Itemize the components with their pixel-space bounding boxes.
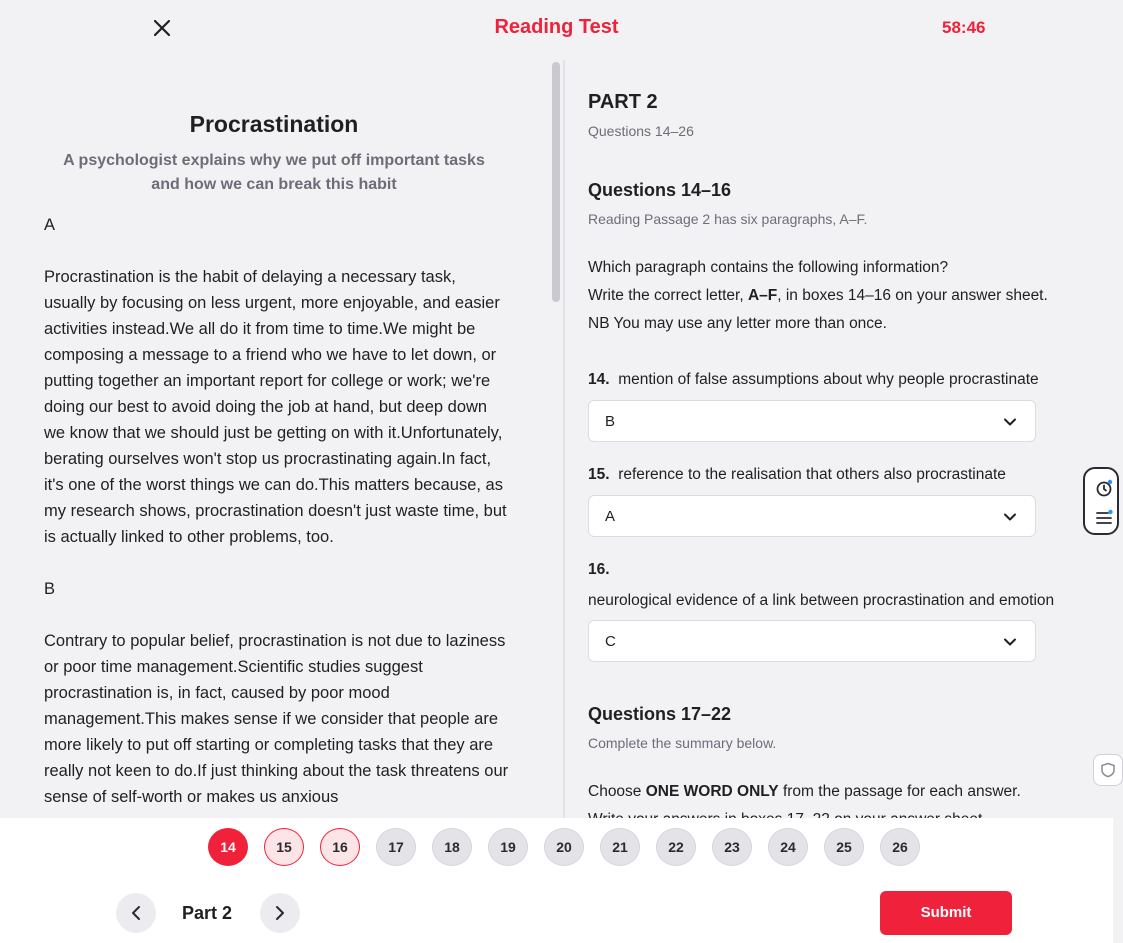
question-group-title: Questions 17–22 bbox=[588, 704, 732, 724]
question-15: 15. reference to the realisation that others also procrastinate bbox=[588, 466, 1006, 483]
footer bbox=[0, 818, 1113, 943]
question-group-title: Questions 14–16 bbox=[588, 180, 732, 200]
chevron-left-icon bbox=[129, 905, 143, 921]
part-label: Part 2 bbox=[182, 903, 233, 923]
chevron-down-icon bbox=[1003, 415, 1017, 429]
instruction-line: Write the correct letter, A–F, in boxes 14–16 on your answer sheet. bbox=[588, 287, 1048, 304]
selected-value: C bbox=[605, 633, 616, 650]
question-group-desc: Reading Passage 2 has six paragraphs, A–F. bbox=[588, 211, 868, 227]
passage-body bbox=[44, 212, 510, 836]
paragraph-label: B bbox=[44, 580, 56, 598]
instruction-line: Choose ONE WORD ONLY from the passage for each answer. bbox=[588, 783, 1021, 800]
prev-part-button[interactable] bbox=[116, 893, 156, 933]
side-widget[interactable] bbox=[1093, 754, 1123, 786]
question-number-button[interactable]: 19 bbox=[488, 828, 528, 866]
part-title: PART 2 bbox=[588, 91, 658, 113]
answer-select-15[interactable] bbox=[588, 495, 1036, 537]
chevron-right-icon bbox=[273, 905, 287, 921]
question-number-button[interactable]: 23 bbox=[712, 828, 752, 866]
paragraph-text: Procrastination is the habit of delaying a necessary task, usually by focusing on less urgent, more enjoyable, and easier activities instead.We all do it from time to time.We might be composing a message to a friend who we have to let down, or putting together an important report for college or work; we're doing our best to avoid doing the job at hand, but deep down we know that we should just be getting on with it.Unfortunately, berating ourselves won't stop us procrastinating again.In fact, it's one of the worst things we can do.This matters because, as my research shows, procrastination doesn't just waste time, but is actually linked to other problems, too. bbox=[44, 268, 507, 546]
instruction-line: NB You may use any letter more than once. bbox=[588, 315, 887, 332]
question-group-desc: Complete the summary below. bbox=[588, 735, 777, 751]
question-16-text: neurological evidence of a link between procrastination and emotion bbox=[588, 592, 1055, 609]
question-number-button[interactable]: 17 bbox=[376, 828, 416, 866]
page-title: Reading Test bbox=[494, 16, 619, 38]
question-number-button[interactable]: 25 bbox=[824, 828, 864, 866]
question-number-button[interactable]: 20 bbox=[544, 828, 584, 866]
question-number-button[interactable]: 26 bbox=[880, 828, 920, 866]
timer-icon[interactable] bbox=[1095, 479, 1113, 497]
instruction-line: Which paragraph contains the following information? bbox=[588, 259, 949, 276]
question-number-button[interactable]: 14 bbox=[208, 828, 248, 866]
selected-value: A bbox=[605, 508, 616, 525]
question-number-button[interactable]: 22 bbox=[656, 828, 696, 866]
pane-divider[interactable] bbox=[563, 60, 565, 820]
question-number-button[interactable]: 24 bbox=[768, 828, 808, 866]
timer: 58:46 bbox=[942, 18, 986, 37]
chevron-down-icon bbox=[1003, 510, 1017, 524]
part-subtitle: Questions 14–26 bbox=[588, 123, 694, 139]
answer-select-16[interactable] bbox=[588, 620, 1036, 662]
passage-title: Procrastination bbox=[189, 111, 359, 137]
question-number-button[interactable]: 21 bbox=[600, 828, 640, 866]
scrollbar-thumb[interactable] bbox=[552, 62, 560, 302]
answer-select-14[interactable] bbox=[588, 400, 1036, 442]
side-toolbar bbox=[1083, 467, 1119, 535]
menu-list-icon[interactable] bbox=[1095, 509, 1113, 527]
question-16-number: 16. bbox=[588, 561, 610, 578]
question-14: 14. mention of false assumptions about why people procrastinate bbox=[588, 371, 1039, 388]
passage-subtitle: A psychologist explains why we put off important tasks and how we can break this habit bbox=[63, 152, 485, 193]
paragraph-text: Contrary to popular belief, procrastination is not due to laziness or poor time management.Scientific studies suggest procrastination is, in fact, caused by poor mood management.This makes sense if we consider that people are more likely to put off starting or completing tasks that they are really not keen to do.If just thinking about the task threatens our sense of self-worth or makes us anxious bbox=[44, 632, 509, 806]
question-number-button[interactable]: 15 bbox=[264, 828, 304, 866]
next-part-button[interactable] bbox=[260, 893, 300, 933]
instructions bbox=[588, 254, 1088, 338]
selected-value: B bbox=[605, 413, 616, 430]
paragraph-label: A bbox=[44, 216, 56, 234]
questions-pane bbox=[566, 56, 1113, 818]
question-number-button[interactable]: 18 bbox=[432, 828, 472, 866]
shield-icon bbox=[1100, 762, 1116, 778]
chevron-down-icon bbox=[1003, 635, 1017, 649]
submit-button[interactable]: Submit bbox=[880, 891, 1012, 935]
header bbox=[0, 0, 1113, 56]
question-number-button[interactable]: 16 bbox=[320, 828, 360, 866]
passage-pane bbox=[0, 56, 548, 818]
